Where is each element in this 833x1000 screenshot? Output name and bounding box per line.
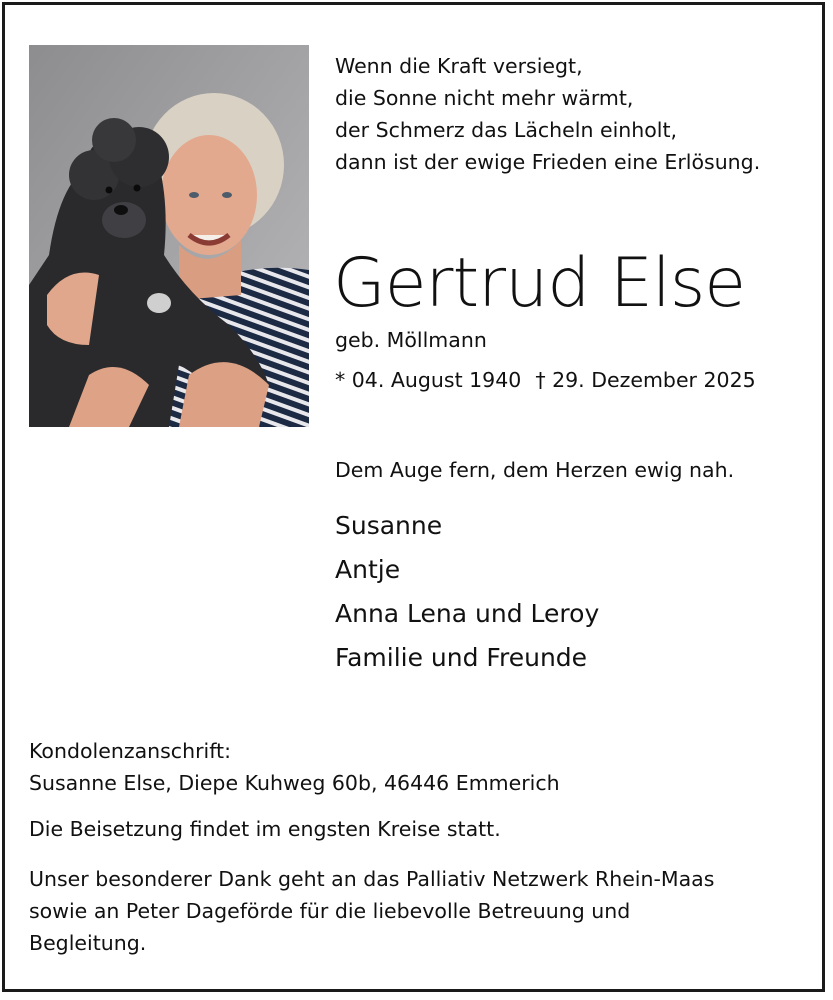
mourner: Susanne	[335, 511, 443, 540]
memorial-quote: Dem Auge fern, dem Herzen ewig nah.	[335, 458, 735, 482]
thanks-line: Begleitung.	[29, 931, 147, 955]
condolence-address	[29, 735, 560, 799]
death-date: † 29. Dezember 2025	[535, 368, 756, 392]
mourner: Antje	[335, 555, 401, 584]
mourner: Anna Lena und Leroy	[335, 599, 600, 628]
mourners-list	[335, 504, 599, 680]
birth-date: * 04. August 1940	[335, 368, 522, 392]
poem	[335, 50, 760, 178]
poem-line: die Sonne nicht mehr wärmt,	[335, 86, 634, 110]
poem-line: Wenn die Kraft versiegt,	[335, 54, 583, 78]
thanks-line: Unser besonderer Dank geht an das Palliativ Netzwerk Rhein-Maas	[29, 867, 715, 891]
condolence-address-line: Susanne Else, Diepe Kuhweg 60b, 46446 Emmerich	[29, 771, 560, 795]
deceased-name: Gertrud Else	[333, 244, 746, 323]
thanks-note	[29, 863, 714, 959]
poem-line: dann ist der ewige Frieden eine Erlösung.	[335, 150, 761, 174]
burial-note: Die Beisetzung findet im engsten Kreise statt.	[29, 817, 501, 841]
birth-name: geb. Möllmann	[335, 328, 487, 352]
mourner: Familie und Freunde	[335, 643, 588, 672]
portrait-photo	[29, 45, 309, 427]
portrait-illustration	[29, 45, 309, 427]
condolence-label: Kondolenzanschrift:	[29, 739, 231, 763]
life-dates	[335, 368, 770, 392]
thanks-line: sowie an Peter Dageförde für die liebevolle Betreuung und	[29, 899, 631, 923]
poem-line: der Schmerz das Lächeln einholt,	[335, 118, 678, 142]
